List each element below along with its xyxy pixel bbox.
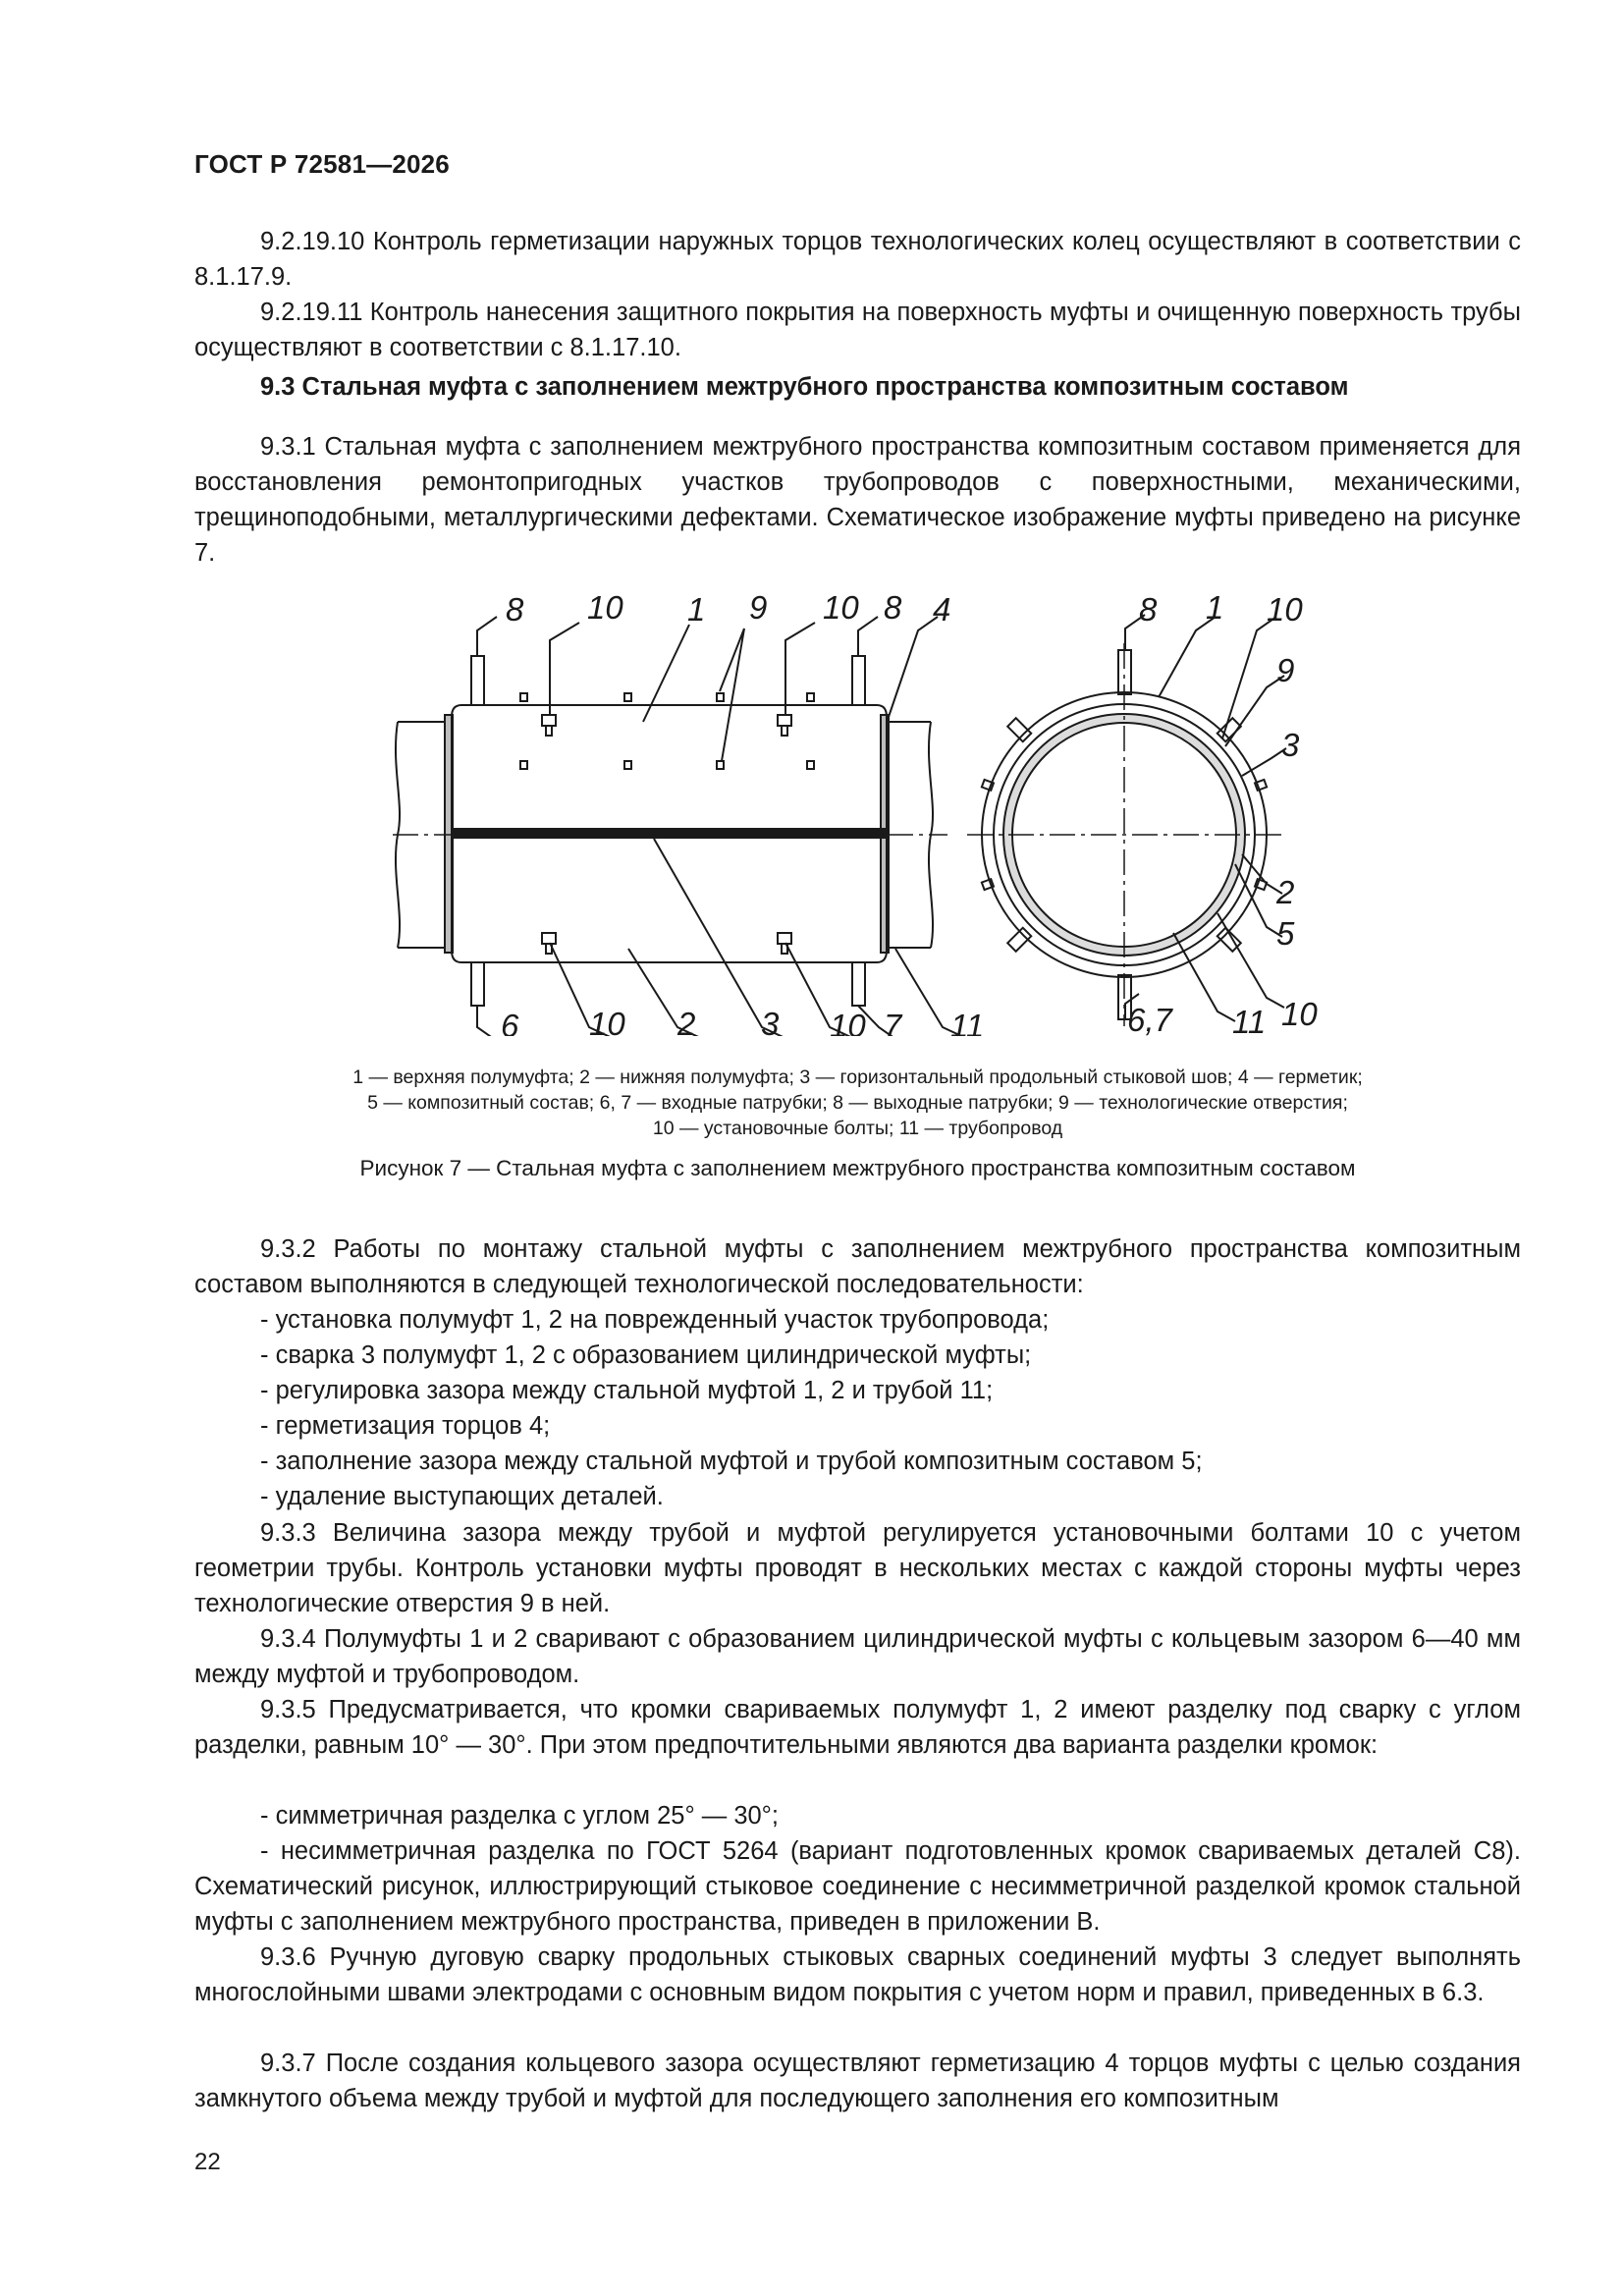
figure-7-diagram [383, 574, 1365, 1036]
figure-caption: Рисунок 7 — Стальная муфта с заполнением межтрубного пространства композитным составом [359, 1156, 1356, 1180]
list-item: - удаление выступающих деталей. [260, 1483, 664, 1510]
list-item: - сварка 3 полумуфт 1, 2 с образованием цилиндрической муфты; [260, 1341, 1032, 1369]
side-view [393, 617, 972, 1036]
list-item-asymmetric: - несимметричная разделка по ГОСТ 5264 (вариант подготовленных кромок свариваемых деталей С8). Схематический рисунок, иллюстрирующий стыковое соединение с несимметричной разделкой кромок стальной муфты с заполнением межтрубного пространства, приведен в приложении В. [194, 1837, 1521, 1936]
label-side-7: 7 [884, 1008, 902, 1036]
label-side-4: 4 [933, 591, 951, 628]
paragraph-9-2-19-10: 9.2.19.10 Контроль герметизации наружных торцов технологических колец осуществляют в соответствии с 8.1.17.9. [194, 228, 1521, 291]
label-sec-5: 5 [1276, 915, 1295, 952]
work-sequence-list [260, 1302, 1521, 1514]
label-side-10c: 10 [589, 1006, 625, 1036]
label-side-8a: 8 [506, 591, 524, 628]
label-sec-1: 1 [1206, 589, 1224, 626]
label-sec-10b: 10 [1281, 996, 1318, 1032]
legend-line: 10 — установочные болты; 11 — трубопровод [652, 1118, 1063, 1139]
label-side-3: 3 [761, 1006, 780, 1036]
figure-legend [194, 1065, 1521, 1141]
section-title-9-3: 9.3 Стальная муфта с заполнением межтрубного пространства композитным составом [260, 373, 1349, 401]
list-item: - заполнение зазора между стальной муфтой и трубой композитным составом 5; [260, 1448, 1203, 1475]
list-item: - установка полумуфт 1, 2 на поврежденный участок трубопровода; [260, 1306, 1050, 1334]
paragraph-9-3-2: 9.3.2 Работы по монтажу стальной муфты с заполнением межтрубного пространства композитным составом выполняются в следующей технологической последовательности: [194, 1235, 1521, 1298]
paragraph-9-3-1: 9.3.1 Стальная муфта с заполнением межтрубного пространства композитным составом применяется для восстановления ремонтопригодных участков трубопроводов с поверхностными, механическими, трещиноподобными, металлургическими дефектами. Схематическое изображение муфты приведено на рисунке 7. [194, 433, 1521, 567]
side-view-labels [501, 589, 984, 1036]
label-side-10d: 10 [830, 1008, 866, 1036]
paragraph-9-3-6: 9.3.6 Ручную дуговую сварку продольных стыковых сварных соединений муфты 3 следует выполнять многослойными швами электродами с основным видом покрытия с учетом норм и правил, приведенных в 6.3. [194, 1943, 1521, 2006]
legend-line: 1 — верхняя полумуфта; 2 — нижняя полумуфта; 3 — горизонтальный продольный стыковой шов; 4 — герметик; [352, 1066, 1363, 1088]
label-side-10b: 10 [823, 589, 859, 626]
paragraph-9-2-19-11: 9.2.19.11 Контроль нанесения защитного покрытия на поверхность муфты и очищенную поверхность трубы осуществляют в соответствии с 8.1.17.10. [194, 299, 1521, 361]
list-item: - герметизация торцов 4; [260, 1412, 551, 1440]
page-number: 22 [194, 2149, 221, 2175]
label-sec-10a: 10 [1267, 591, 1303, 628]
label-side-11: 11 [950, 1008, 985, 1036]
paragraph-9-3-7: 9.3.7 После создания кольцевого зазора осуществляют герметизацию 4 торцов муфты с целью создания замкнутого объема между трубой и муфтой для последующего заполнения его композитным [194, 2050, 1521, 2112]
list-item: - регулировка зазора между стальной муфтой 1, 2 и трубой 11; [260, 1377, 994, 1404]
label-sec-8: 8 [1139, 591, 1158, 628]
label-side-10a: 10 [587, 589, 623, 626]
edge-prep-list [260, 1798, 1521, 1833]
label-sec-9: 9 [1276, 652, 1295, 688]
document-header: ГОСТ Р 72581—2026 [194, 149, 450, 179]
label-side-1: 1 [687, 591, 706, 628]
paragraph-9-3-3: 9.3.3 Величина зазора между трубой и муфтой регулируется установочными болтами 10 с учетом геометрии трубы. Контроль установки муфты проводят в нескольких местах с каждой стороны муфты через технологические отверстия 9 в ней. [194, 1519, 1521, 1617]
label-sec-6-7: 6,7 [1127, 1002, 1172, 1036]
label-side-9: 9 [749, 589, 768, 626]
label-sec-3: 3 [1281, 727, 1300, 763]
paragraph-9-3-5: 9.3.5 Предусматривается, что кромки свариваемых полумуфт 1, 2 имеют разделку под сварку с углом разделки, равным 10° — 30°. При этом предпочтительными являются два варианта разделки кромок: [194, 1696, 1521, 1759]
list-item: - симметричная разделка с углом 25° — 30°; [260, 1802, 779, 1830]
paragraph-9-3-4: 9.3.4 Полумуфты 1 и 2 сваривают с образованием цилиндрической муфты с кольцевым зазором 6—40 мм между муфтой и трубопроводом. [194, 1625, 1521, 1688]
label-side-6: 6 [501, 1008, 519, 1036]
label-side-8b: 8 [884, 589, 902, 626]
label-sec-2: 2 [1276, 874, 1295, 910]
label-side-2: 2 [677, 1006, 696, 1036]
label-sec-11: 11 [1232, 1004, 1267, 1036]
cross-section [967, 615, 1286, 1026]
legend-line: 5 — композитный состав; 6, 7 — входные патрубки; 8 — выходные патрубки; 9 — технологические отверстия; [367, 1092, 1348, 1114]
